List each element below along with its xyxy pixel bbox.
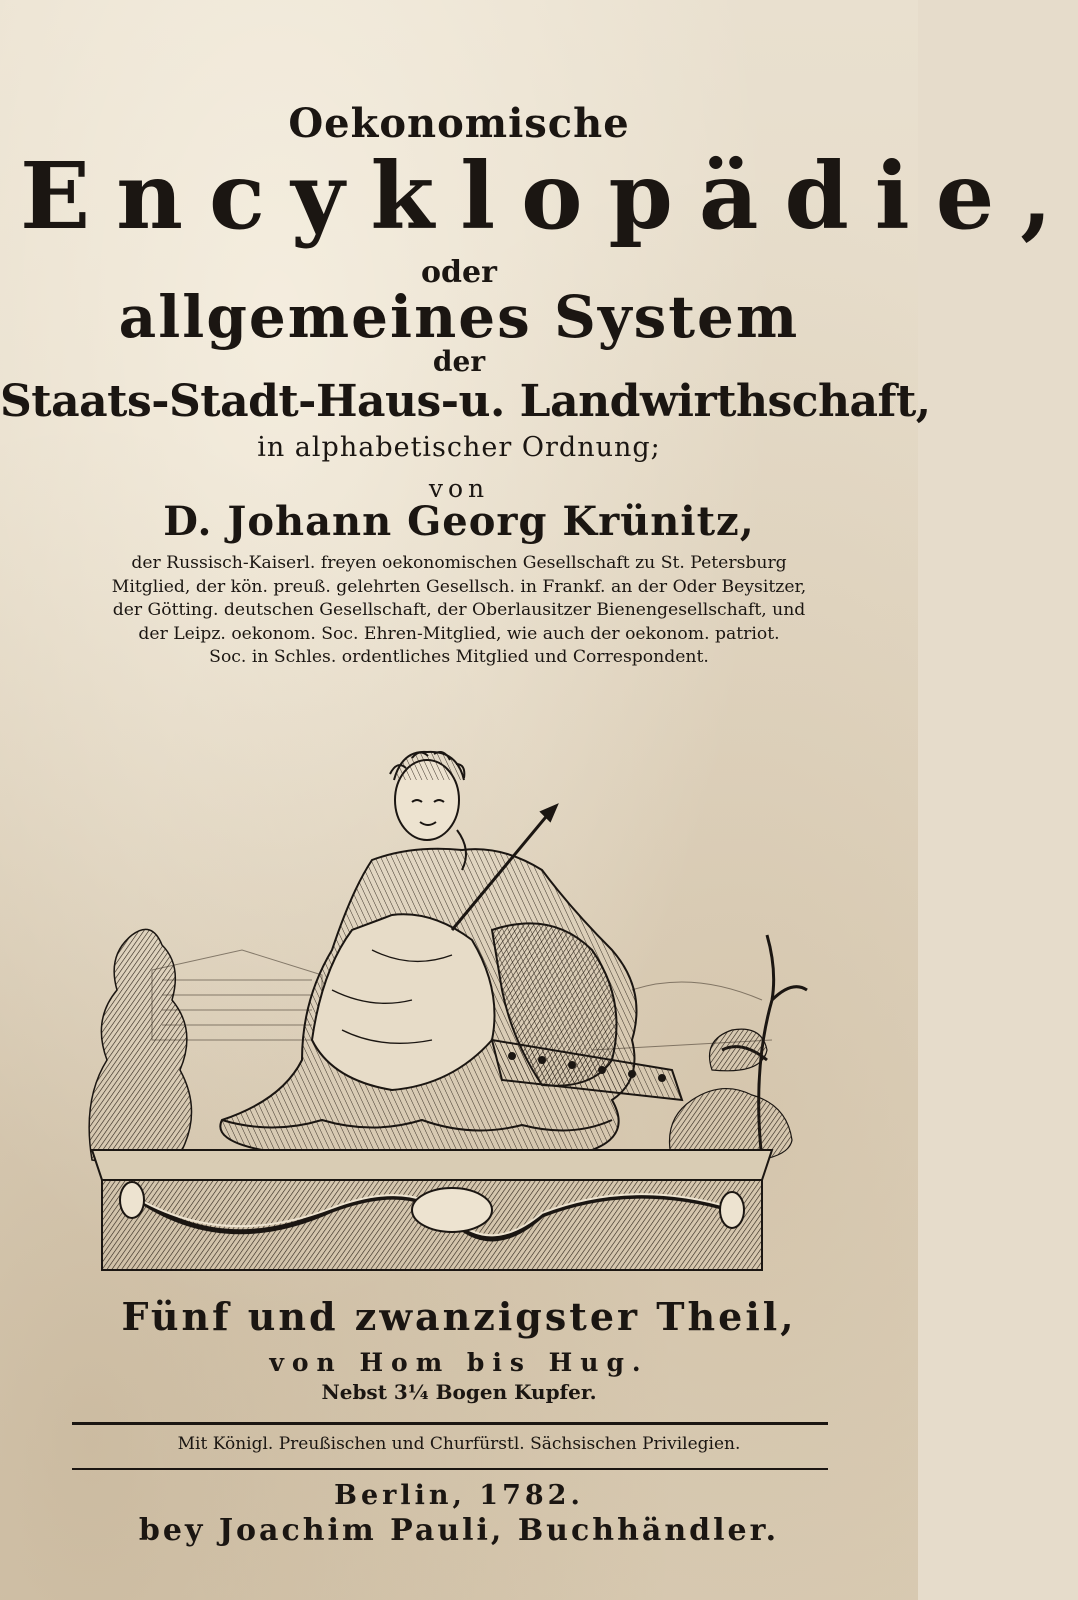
affiliation-line: der Leipz. oekonom. Soc. Ehren-Mitglied, wie auch der oekonom. patriot. [138, 623, 780, 644]
title-line-von: von [428, 474, 490, 503]
author-affiliation [48, 552, 870, 670]
rule-top [72, 1422, 828, 1425]
rule-bottom [72, 1468, 828, 1470]
title-line-der: der [432, 345, 486, 378]
engraving-seated-figure [72, 740, 812, 1290]
author-name: D. Johann Georg Krünitz, [163, 498, 755, 545]
imprint-publisher: bey Joachim Pauli, Buchhändler. [138, 1513, 780, 1548]
volume-number: Fünf und zwanzigster Theil, [121, 1294, 797, 1339]
privilege-note: Mit Königl. Preußischen und Churfürstl. Sächsischen Privilegien. [177, 1434, 741, 1454]
title-line-landwirthschaft: Staats-Stadt-Haus-u. Landwirthschaft, [0, 376, 931, 427]
title-line-allgemeines-system: allgemeines System [118, 283, 800, 351]
title-line-ordnung: in alphabetischer Ordnung; [257, 432, 661, 463]
plates-note: Nebst 3¼ Bogen Kupfer. [321, 1380, 597, 1404]
imprint-place-date: Berlin, 1782. [334, 1480, 584, 1511]
affiliation-line: der Götting. deutschen Gesellschaft, der Oberlausitzer Bienengesellschaft, und [112, 600, 806, 621]
affiliation-line: Soc. in Schles. ordentliches Mitglied und Correspondent. [209, 647, 709, 668]
affiliation-line: Mitglied, der kön. preuß. gelehrten Gesellsch. in Frankf. an der Oder Beysitzer, [111, 576, 807, 597]
affiliation-line: der Russisch-Kaiserl. freyen oekonomischen Gesellschaft zu St. Petersburg [131, 553, 787, 573]
volume-range: von Hom bis Hug. [269, 1348, 649, 1377]
title-line-oder: oder [421, 255, 497, 290]
title-line-encyklopaedie: Encyklopädie, [20, 142, 1078, 250]
title-line-oekonomische: Oekonomische [288, 100, 630, 147]
